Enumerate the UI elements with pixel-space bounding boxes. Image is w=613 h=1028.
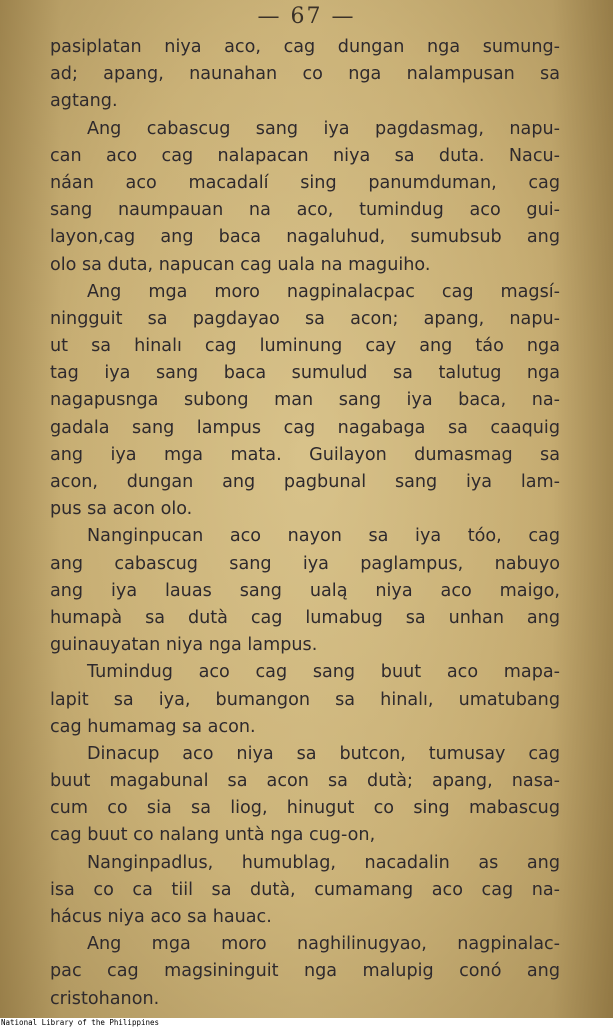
text-line: olo sa duta, napucan cag uala na maguiho.	[50, 254, 431, 275]
text-line: hácus niya aco sa hauac.	[50, 907, 272, 927]
text-line: Ang cabascug sang iya pagdasmag, napu-	[87, 118, 560, 139]
text-line: ut sa hinalı cag luminung cay ang táo nga	[50, 336, 560, 357]
text-line: cag humamag sa acon.	[50, 716, 256, 737]
text-line: náan aco macadalí sing panumduman, cag	[50, 172, 560, 193]
text-line: ang iya mga mata. Guilayon dumasmag sa	[50, 444, 560, 465]
text-line: cristohanon.	[50, 988, 160, 1009]
text-line: buut magabunal sa acon sa dutà; apang, nasa-	[50, 771, 560, 792]
text-line: pac cag magsininguit nga malupig conó ang	[50, 961, 560, 982]
text-line: layon,cag ang baca nagaluhud, sumubsub ang	[50, 227, 560, 248]
text-line: humapà sa dutà cag lumabug sa unhan ang	[50, 607, 560, 628]
text-line: sang naumpauan na aco, tumindug aco gui-	[50, 200, 560, 221]
text-line: can aco cag nalapacan niya sa duta. Nacu-	[50, 145, 560, 166]
text-line: Nanginpadlus, humublag, nacadalin as ang	[87, 852, 560, 873]
text-line: cum co sia sa liog, hinugut co sing mabascug	[50, 798, 560, 819]
text-line: Ang mga moro nagpinalacpac cag magsí-	[87, 281, 560, 302]
text-line: Ang mga moro naghilinugyao, nagpinalac-	[87, 934, 560, 955]
text-line: ang cabascug sang iya paglampus, nabuyo	[50, 553, 560, 574]
library-credit: National Library of the Philippines	[0, 1018, 613, 1028]
text-line: Nanginpucan aco nayon sa iya tóo, cag	[87, 526, 560, 547]
text-line: pus sa acon olo.	[50, 499, 193, 520]
text-line: gadala sang lampus cag nagabaga sa caaquig	[50, 417, 560, 438]
text-line: cag buut co nalang untà nga cug-on,	[50, 825, 376, 846]
text-line: acon, dungan ang pagbunal sang iya lam-	[50, 472, 560, 492]
text-line: lapit sa iya, bumangon sa hinalı, umatubang	[50, 689, 560, 710]
page-number: — 67 —	[257, 4, 356, 29]
text-line: ningguit sa pagdayao sa acon; apang, napu-	[50, 308, 560, 329]
text-line: ang iya lauas sang ualą niya aco maigo,	[50, 580, 560, 601]
text-line: ad; apang, naunahan co nga nalampusan sa	[50, 64, 560, 85]
body-text	[50, 34, 560, 1013]
text-line: isa co ca tiil sa dutà, cumamang aco cag na-	[50, 879, 560, 900]
text-line: nagapusnga subong man sang iya baca, na-	[50, 390, 560, 411]
text-line: guinauyatan niya nga lampus.	[50, 635, 318, 656]
text-line: Tumindug aco cag sang buut aco mapa-	[87, 662, 560, 683]
text-line: pasiplatan niya aco, cag dungan nga sumung-	[50, 37, 560, 57]
text-line: agtang.	[50, 91, 118, 112]
text-line: tag iya sang baca sumulud sa talutug nga	[50, 363, 560, 384]
text-line: Dinacup aco niya sa butcon, tumusay cag	[87, 743, 560, 764]
